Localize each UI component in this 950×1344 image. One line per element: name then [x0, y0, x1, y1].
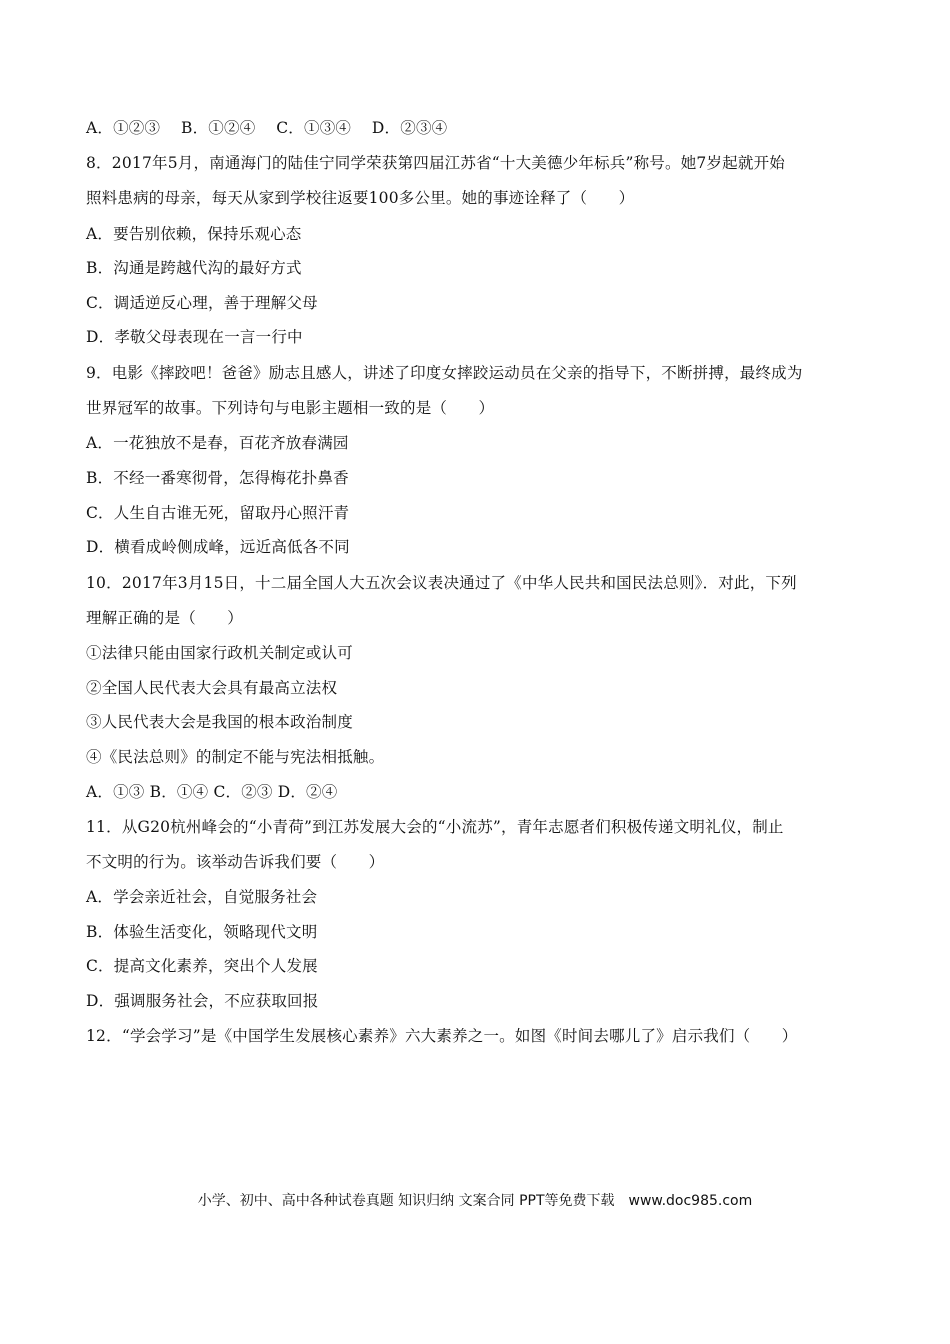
page-footer: 小学、初中、高中各种试卷真题 知识归纳 文案合同 PPT等免费下载 www.doc985.com [197, 1193, 753, 1209]
q8-option-c: C．调适逆反心理，善于理解父母 [86, 294, 318, 312]
q11-stem-line1: 11．从G20杭州峰会的“小青荷”到江苏发展大会的“小流苏”，青年志愿者们积极传递文明礼仪，制止 [86, 818, 784, 836]
q9-option-b: B．不经一番寒彻骨，怎得梅花扑鼻香 [86, 469, 349, 487]
q9-stem-line1: 9．电影《摔跤吧！爸爸》励志且感人，讲述了印度女摔跤运动员在父亲的指导下，不断拼搏，最终成为 [86, 364, 803, 382]
q10-statement-1: ①法律只能由国家行政机关制定或认可 [86, 644, 353, 662]
q8-option-d: D．孝敬父母表现在一言一行中 [86, 328, 303, 346]
q11-option-a: A．学会亲近社会，自觉服务社会 [86, 888, 318, 906]
q11-option-d: D．强调服务社会，不应获取回报 [86, 992, 319, 1010]
q8-stem-line2: 照料患病的母亲，每天从家到学校往返要100多公里。她的事迹诠释了（ ） [86, 189, 635, 207]
q8-option-b: B．沟通是跨越代沟的最好方式 [86, 259, 302, 277]
q9-option-a: A．一花独放不是春，百花齐放春满园 [86, 434, 349, 452]
q7-options: A．①②③ B．①②④ C．①③④ D．②③④ [86, 119, 448, 137]
q8-option-a: A．要告别依赖，保持乐观心态 [86, 225, 302, 243]
q10-stem-line2: 理解正确的是（ ） [86, 609, 244, 627]
q9-stem-line2: 世界冠军的故事。下列诗句与电影主题相一致的是（ ） [86, 399, 495, 417]
q10-statement-4: ④《民法总则》的制定不能与宪法相抵触。 [86, 748, 385, 766]
q10-statement-3: ③人民代表大会是我国的根本政治制度 [86, 713, 353, 731]
q11-option-b: B．体验生活变化，领略现代文明 [86, 923, 318, 941]
q10-statement-2: ②全国人民代表大会具有最高立法权 [86, 679, 338, 697]
q10-options: A．①③ B．①④ C．②③ D．②④ [86, 783, 338, 801]
q10-stem-line1: 10．2017年3月15日，十二届全国人大五次会议表决通过了《中华人民共和国民法总则》．对此，下列 [86, 574, 797, 592]
q11-stem-line2: 不文明的行为。该举动告诉我们要（ ） [86, 853, 385, 871]
q12-stem: 12．“学会学习”是《中国学生发展核心素养》六大素养之一。如图《时间去哪儿了》启示我们（ ） [86, 1027, 798, 1045]
q11-option-c: C．提高文化素养，突出个人发展 [86, 957, 318, 975]
q8-stem-line1: 8．2017年5月，南通海门的陆佳宁同学荣获第四届江苏省“十大美德少年标兵”称号。她7岁起就开始 [86, 154, 785, 172]
q9-option-d: D．横看成岭侧成峰，远近高低各不同 [86, 538, 350, 556]
q9-option-c: C．人生自古谁无死，留取丹心照汗青 [86, 504, 350, 522]
